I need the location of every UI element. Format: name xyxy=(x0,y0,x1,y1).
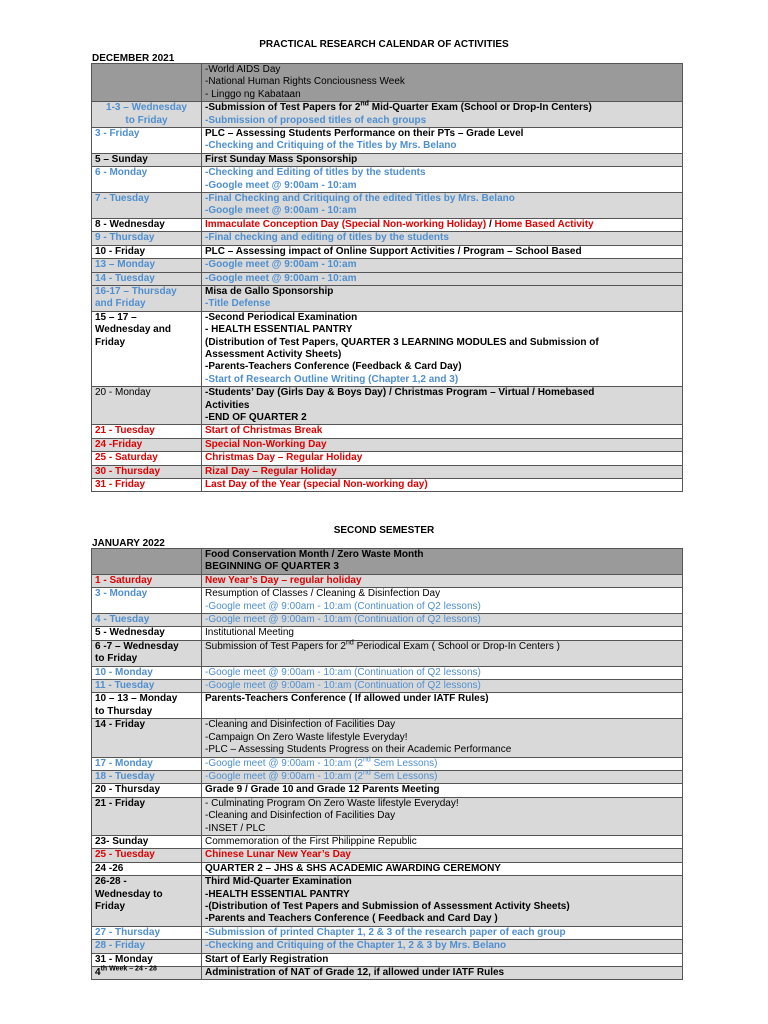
activity-text: -Google meet @ 9:00am - 10:am (Continuation of Q2 lessons) xyxy=(205,600,481,612)
date-cell xyxy=(92,719,202,757)
table-row xyxy=(92,438,683,451)
date-text: 17 - Monday xyxy=(95,757,153,769)
activity-text: -INSET / PLC xyxy=(205,822,266,834)
activity-cell xyxy=(202,862,683,875)
activity-cell xyxy=(202,614,683,627)
date-cell xyxy=(92,574,202,587)
date-cell xyxy=(92,835,202,848)
date-cell xyxy=(92,232,202,245)
table-row xyxy=(92,862,683,875)
date-cell xyxy=(92,770,202,783)
activity-text: Parents-Teachers Conference ( If allowed under IATF Rules) xyxy=(205,693,489,705)
date-cell: $4^{th Week - 24 - 28}$ xyxy=(92,967,202,980)
activity-text: -Google meet @ 9:00am - 10:am (Continuation of Q2 lessons) xyxy=(205,614,481,626)
date-cell xyxy=(92,102,202,128)
activity-cell xyxy=(202,128,683,154)
activity-cell xyxy=(202,549,683,575)
activity-cell xyxy=(202,465,683,478)
activity-text: Food Conservation Month / Zero Waste Month xyxy=(205,549,424,560)
table-row xyxy=(92,193,683,219)
date-cell xyxy=(92,272,202,285)
activity-text: First Sunday Mass Sponsorship xyxy=(205,153,358,165)
date-cell xyxy=(92,153,202,166)
date-text: 24 -26 xyxy=(95,862,124,874)
date-cell xyxy=(92,876,202,927)
date-text: Wednesday and xyxy=(95,324,171,336)
table-row xyxy=(92,627,683,640)
date-text: 5 – Sunday xyxy=(95,153,148,165)
activity-text: QUARTER 2 – JHS & SHS ACADEMIC AWARDING CEREMONY xyxy=(205,862,501,874)
date-text: 10 - Friday xyxy=(95,245,146,257)
table-row xyxy=(92,719,683,757)
activity-text: -Google meet @ 9:00am - 10:am (Continuation of Q2 lessons) xyxy=(205,680,481,692)
date-text: Friday xyxy=(95,336,126,348)
date-cell xyxy=(92,285,202,311)
date-text: 30 - Thursday xyxy=(95,465,161,477)
date-cell xyxy=(92,940,202,953)
activity-text: Last Day of the Year (special Non-working day) xyxy=(205,479,428,490)
table-row xyxy=(92,272,683,285)
date-cell xyxy=(92,666,202,679)
activity-text: Immaculate Conception Day (Special Non-working Holiday) / Home Based Activity xyxy=(205,218,594,230)
activity-cell xyxy=(202,953,683,966)
date-cell xyxy=(92,259,202,272)
table-row xyxy=(92,940,683,953)
date-cell xyxy=(92,452,202,465)
table-row xyxy=(92,245,683,258)
table-row xyxy=(92,797,683,835)
date-cell xyxy=(92,167,202,193)
activity-text: Rizal Day – Regular Holiday xyxy=(205,465,337,477)
activity-text: Institutional Meeting xyxy=(205,627,294,639)
activity-text: Commemoration of the First Philippine Republic xyxy=(205,835,417,847)
activity-cell xyxy=(202,640,683,666)
table-row xyxy=(92,757,683,770)
activity-cell xyxy=(202,719,683,757)
activity-text: -Google meet @ 9:00am - 10:am xyxy=(205,272,357,284)
date-text: 25 - Tuesday xyxy=(95,849,155,861)
date-text: 6 -7 – Wednesday xyxy=(95,640,179,652)
date-text: 31 - Monday xyxy=(95,953,153,965)
activity-text: - Culminating Program On Zero Waste lifestyle Everyday! xyxy=(205,797,459,809)
date-cell xyxy=(92,757,202,770)
activity-text: -END OF QUARTER 2 xyxy=(205,411,307,423)
table-row xyxy=(92,614,683,627)
date-text: 18 - Tuesday xyxy=(95,770,155,782)
date-cell xyxy=(92,438,202,451)
activity-text: -Google meet @ 9:00am - 10:am (2nd Sem Lessons) xyxy=(205,756,438,769)
activity-text: -Parents and Teachers Conference ( Feedback and Card Day ) xyxy=(205,913,498,925)
activity-cell xyxy=(202,311,683,386)
activity-cell xyxy=(202,259,683,272)
date-text: 1 - Saturday xyxy=(95,574,153,586)
table-row xyxy=(92,967,683,980)
activity-text: Special Non-Working Day xyxy=(205,438,327,450)
activity-cell xyxy=(202,757,683,770)
activity-cell xyxy=(202,272,683,285)
date-text: 28 - Friday xyxy=(95,940,146,952)
table-row xyxy=(92,232,683,245)
table-row xyxy=(92,849,683,862)
activity-text: -(Distribution of Test Papers and Submission of Assessment Activity Sheets) xyxy=(205,900,570,912)
activity-cell xyxy=(202,167,683,193)
activity-text: -Submission of printed Chapter 1, 2 & 3 of the research paper of each group xyxy=(205,926,566,938)
activity-text: Grade 9 / Grade 10 and Grade 12 Parents Meeting xyxy=(205,784,440,796)
date-cell xyxy=(92,862,202,875)
page-title: PRACTICAL RESEARCH CALENDAR OF ACTIVITIES xyxy=(259,39,509,50)
activity-text: Resumption of Classes / Cleaning & Disinfection Day xyxy=(205,588,441,600)
activity-text: PLC – Assessing impact of Online Support Activities / Program – School Based xyxy=(205,245,582,257)
date-cell xyxy=(92,387,202,425)
table-row xyxy=(92,549,683,575)
date-text: Friday xyxy=(95,900,126,912)
date-text: 3 - Friday xyxy=(95,128,140,140)
table-row xyxy=(92,680,683,693)
activity-cell xyxy=(202,940,683,953)
activity-text: -Checking and Critiquing of the Titles by Mrs. Belano xyxy=(205,140,457,152)
table-row xyxy=(92,835,683,848)
table-row xyxy=(92,465,683,478)
activity-cell xyxy=(202,797,683,835)
date-text: 31 - Friday xyxy=(95,479,146,490)
month-label-january: JANUARY 2022 xyxy=(92,538,165,549)
table-row xyxy=(92,218,683,231)
date-text: 15 – 17 – xyxy=(95,311,137,323)
date-text: 14 - Friday xyxy=(95,719,146,731)
date-text: 27 - Thursday xyxy=(95,926,161,938)
activity-text: -Final checking and editing of titles by the students xyxy=(205,232,449,244)
table-row xyxy=(92,64,683,102)
activity-cell xyxy=(202,153,683,166)
date-cell xyxy=(92,953,202,966)
table-row xyxy=(92,285,683,311)
activity-cell xyxy=(202,693,683,719)
activity-text: Submission of Test Papers for 2nd Periodical Exam ( School or Drop-In Centers ) xyxy=(205,639,560,652)
activity-cell xyxy=(202,452,683,465)
date-cell xyxy=(92,64,202,102)
table-row xyxy=(92,102,683,128)
date-cell xyxy=(92,784,202,797)
activity-cell xyxy=(202,627,683,640)
date-text: to Thursday xyxy=(95,705,153,717)
date-text: 13 – Monday xyxy=(95,259,156,271)
date-cell xyxy=(92,797,202,835)
date-text: 16-17 – Thursday xyxy=(95,285,177,297)
activity-text: -Google meet @ 9:00am - 10:am xyxy=(205,205,357,217)
date-cell xyxy=(92,549,202,575)
activity-cell xyxy=(202,666,683,679)
date-cell xyxy=(92,425,202,438)
table-row xyxy=(92,387,683,425)
date-text: 9 - Thursday xyxy=(95,232,155,244)
calendar-table-december xyxy=(91,63,683,492)
date-text: to Friday xyxy=(125,114,168,126)
date-cell xyxy=(92,465,202,478)
date-cell xyxy=(92,193,202,219)
activity-text: -Submission of proposed titles of each groups xyxy=(205,114,427,126)
activity-text: -Google meet @ 9:00am - 10:am xyxy=(205,179,357,191)
date-cell xyxy=(92,693,202,719)
activity-cell xyxy=(202,588,683,614)
activity-cell xyxy=(202,926,683,939)
activity-cell xyxy=(202,849,683,862)
activity-text: - Linggo ng Kabataan xyxy=(205,88,301,100)
activity-cell xyxy=(202,784,683,797)
activity-text: -Students’ Day (Girls Day & Boys Day) / Christmas Program – Virtual / Homebased xyxy=(205,387,595,399)
date-cell xyxy=(92,245,202,258)
date-text: and Friday xyxy=(95,298,146,310)
table-row xyxy=(92,926,683,939)
table-row xyxy=(92,479,683,492)
activity-text: Start of Early Registration xyxy=(205,953,329,965)
activity-text: New Year’s Day – regular holiday xyxy=(205,574,362,586)
table-row xyxy=(92,953,683,966)
calendar-table-january xyxy=(91,548,683,980)
activity-cell xyxy=(202,876,683,927)
date-text: 25 - Saturday xyxy=(95,452,158,464)
table-row xyxy=(92,693,683,719)
table-row xyxy=(92,128,683,154)
activity-text: Misa de Gallo Sponsorship xyxy=(205,285,334,297)
table-row xyxy=(92,588,683,614)
date-text: 24 -Friday xyxy=(95,438,143,450)
activity-cell xyxy=(202,387,683,425)
activity-text: Activities xyxy=(205,399,250,411)
date-text: 3 - Monday xyxy=(95,588,148,600)
date-cell xyxy=(92,627,202,640)
date-text: 21 - Tuesday xyxy=(95,425,155,437)
activity-text: -National Human Rights Conciousness Week xyxy=(205,76,405,88)
activity-text: BEGINNING OF QUARTER 3 xyxy=(205,561,339,573)
table-row xyxy=(92,153,683,166)
table-row xyxy=(92,259,683,272)
date-text: 8 - Wednesday xyxy=(95,218,165,230)
activity-text: -Checking and Critiquing of the Chapter 1, 2 & 3 by Mrs. Belano xyxy=(205,940,507,952)
activity-cell xyxy=(202,245,683,258)
date-text: 14 - Tuesday xyxy=(95,272,155,284)
activity-text: -PLC – Assessing Students Progress on their Academic Performance xyxy=(205,744,512,756)
activity-text: -Start of Research Outline Writing (Chapter 1,2 and 3) xyxy=(205,373,459,385)
activity-text: -Checking and Editing of titles by the students xyxy=(205,167,426,179)
table-row xyxy=(92,574,683,587)
date-cell xyxy=(92,849,202,862)
activity-cell xyxy=(202,967,683,980)
date-text: Wednesday to xyxy=(95,888,163,900)
table-row xyxy=(92,167,683,193)
date-cell xyxy=(92,614,202,627)
activity-cell xyxy=(202,574,683,587)
date-cell xyxy=(92,479,202,492)
activity-text: Administration of NAT of Grade 12, if allowed under IATF Rules xyxy=(205,967,505,978)
activity-cell xyxy=(202,479,683,492)
date-text: 20 - Monday xyxy=(95,387,151,399)
activity-text: PLC – Assessing Students Performance on their PTs – Grade Level xyxy=(205,128,524,140)
date-text: 1-3 – Wednesday xyxy=(106,102,187,114)
activity-text: -Final Checking and Critiquing of the edited Titles by Mrs. Belano xyxy=(205,193,515,205)
activity-text: -Campaign On Zero Waste lifestyle Everyday! xyxy=(205,731,408,743)
activity-cell xyxy=(202,680,683,693)
activity-text: -Title Defense xyxy=(205,298,271,310)
table-row xyxy=(92,425,683,438)
activity-text: -Google meet @ 9:00am - 10:am xyxy=(205,259,357,271)
table-row xyxy=(92,311,683,386)
activity-text: -Cleaning and Disinfection of Facilities Day xyxy=(205,810,396,822)
activity-text: Assessment Activity Sheets) xyxy=(205,348,342,360)
activity-text: -Submission of Test Papers for 2nd Mid-Quarter Exam (School or Drop-In Centers) xyxy=(205,100,592,114)
activity-cell xyxy=(202,102,683,128)
table-row xyxy=(92,666,683,679)
table-row xyxy=(92,876,683,927)
activity-text: Start of Christmas Break xyxy=(205,425,323,437)
activity-text: -Second Periodical Examination xyxy=(205,311,358,323)
activity-cell xyxy=(202,232,683,245)
date-text: 7 - Tuesday xyxy=(95,193,150,205)
activity-cell xyxy=(202,770,683,783)
date-text: 26-28 - xyxy=(95,876,127,888)
activity-cell xyxy=(202,438,683,451)
activity-text: -Google meet @ 9:00am - 10:am (2nd Sem Lessons) xyxy=(205,769,438,782)
date-text: 10 - Monday xyxy=(95,666,153,678)
date-text: 20 - Thursday xyxy=(95,784,161,796)
activity-text: (Distribution of Test Papers, QUARTER 3 LEARNING MODULES and Submission of xyxy=(205,336,599,348)
table-row xyxy=(92,770,683,783)
activity-text: - HEALTH ESSENTIAL PANTRY xyxy=(205,324,353,336)
date-text: 11 - Tuesday xyxy=(95,680,155,692)
activity-text: -Cleaning and Disinfection of Facilities Day xyxy=(205,719,396,731)
activity-text: -Parents-Teachers Conference (Feedback & Card Day) xyxy=(205,361,462,373)
table-row xyxy=(92,452,683,465)
date-cell xyxy=(92,680,202,693)
date-text: 21 - Friday xyxy=(95,797,146,809)
month-label-december: DECEMBER 2021 xyxy=(92,53,175,64)
activity-text: Christmas Day – Regular Holiday xyxy=(205,452,363,464)
activity-cell xyxy=(202,64,683,102)
date-text: 6 - Monday xyxy=(95,167,148,179)
activity-text: Chinese Lunar New Year’s Day xyxy=(205,849,351,861)
activity-text: -World AIDS Day xyxy=(205,64,281,75)
date-cell xyxy=(92,640,202,666)
activity-cell xyxy=(202,425,683,438)
activity-text: -HEALTH ESSENTIAL PANTRY xyxy=(205,888,350,900)
activity-cell xyxy=(202,835,683,848)
date-cell xyxy=(92,926,202,939)
date-cell xyxy=(92,588,202,614)
table-row xyxy=(92,784,683,797)
activity-cell xyxy=(202,218,683,231)
activity-text: -Google meet @ 9:00am - 10:am (Continuation of Q2 lessons) xyxy=(205,666,481,678)
date-text: 5 - Wednesday xyxy=(95,627,165,639)
date-cell xyxy=(92,311,202,386)
semester-title: SECOND SEMESTER xyxy=(333,525,435,536)
table-row xyxy=(92,640,683,666)
activity-text: Third Mid-Quarter Examination xyxy=(205,876,352,888)
activity-cell xyxy=(202,285,683,311)
date-cell xyxy=(92,218,202,231)
activity-cell xyxy=(202,193,683,219)
date-text: 23- Sunday xyxy=(95,835,149,847)
date-text: to Friday xyxy=(95,653,138,665)
date-text: 10 – 13 – Monday xyxy=(95,693,178,705)
date-text: 4 - Tuesday xyxy=(95,614,150,626)
date-cell xyxy=(92,128,202,154)
